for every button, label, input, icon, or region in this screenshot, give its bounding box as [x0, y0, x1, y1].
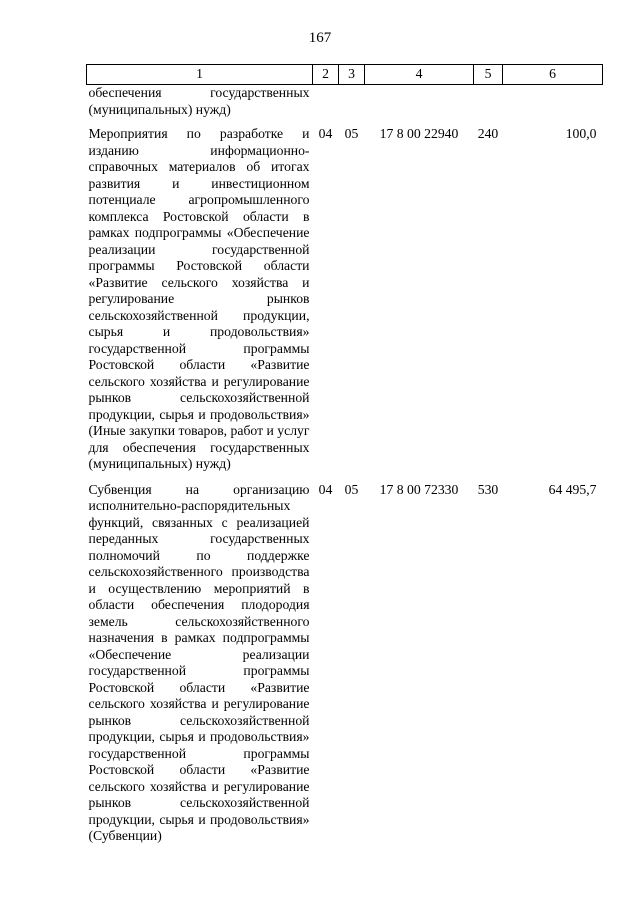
row-sum: 64 495,7	[548, 481, 597, 497]
column-header-1: 1	[87, 65, 313, 85]
row-csr: 17 8 00 72330	[379, 481, 459, 497]
header-row	[87, 65, 603, 85]
row-csr: 17 8 00 22940	[379, 126, 459, 141]
column-header-6: 6	[503, 65, 603, 85]
continuation-text: обеспечения государственных (муниципальных) нужд)	[88, 85, 310, 117]
budget-table	[86, 64, 603, 845]
row-vr: 530	[477, 481, 499, 497]
column-header-4: 4	[365, 65, 474, 85]
row-description: Мероприятия по разработке и изданию информационно-справочных материалов об итогах развития и инвестиционном потенциале агропромышленного комплекса Ростовской области в рамках подпрограммы «Обеспечение реализации государственной программы Ростовской области «Развитие сельского хозяйства и регулирование рынков сельскохозяйственной продукции, сырья и продовольствия» государственной программы Ростовской области «Развитие сельского хозяйства и регулирование рынков сельскохозяйственной продукции, сырья и продовольствия» (Иные закупки товаров, работ и услуг для обеспечения государственных (муниципальных) нужд)	[88, 126, 310, 471]
column-header-2: 2	[313, 65, 339, 85]
row-pr: 05	[344, 481, 359, 497]
column-header-5: 5	[474, 65, 503, 85]
row-sum: 100,0	[565, 126, 597, 141]
table-row	[87, 126, 603, 482]
page-number: 167	[308, 30, 332, 46]
row-description: Субвенция на организацию исполнительно-распорядительных функций, связанных с реализацией переданных государственных полномочий по поддержке сельскохозяйственного производства и осуществлению мероприятий в области обеспечения плодородия земель сельскохозяйственного назначения в рамках подпрограммы «Обеспечение реализации государственной программы Ростовской области «Развитие сельского хозяйства и регулирование рынков сельскохозяйственной продукции, сырья и продовольствия» государственной программы Ростовской области «Развитие сельского хозяйства и регулирование рынков сельскохозяйственной продукции, сырья и продовольствия» (Субвенции)	[88, 481, 310, 843]
row-rz: 04	[318, 481, 333, 497]
row-pr: 05	[344, 126, 359, 141]
row-vr: 240	[477, 126, 499, 141]
row-rz: 04	[318, 126, 333, 141]
table-row	[87, 482, 603, 845]
column-header-3: 3	[339, 65, 365, 85]
continuation-row	[87, 85, 603, 127]
